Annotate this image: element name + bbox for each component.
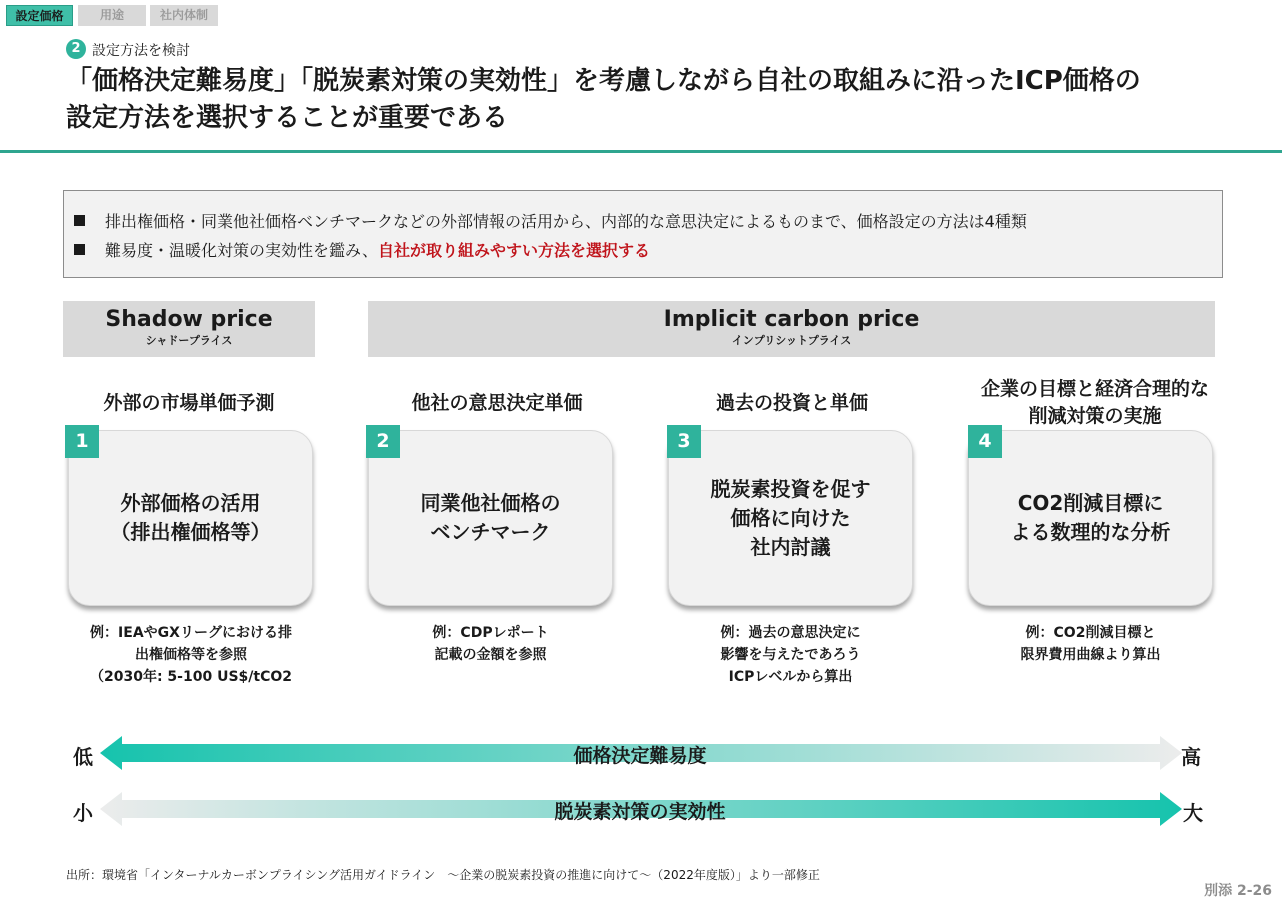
method-3-card — [668, 430, 913, 606]
summary-bullet-1-text: 排出権価格・同業他社価格ベンチマークなどの外部情報の活用から、内部的な意思決定によるものまで、価格設定の方法は4種類 — [105, 212, 1027, 231]
difficulty-low-label: 低 — [73, 745, 93, 769]
method-4-example-line: 例：CO2削減目標と — [1025, 625, 1156, 641]
method-3-number: 3 — [667, 425, 701, 458]
page-title-line-2: 設定方法を選択することが重要である — [66, 103, 509, 133]
step-number-badge: 2 — [66, 39, 86, 59]
method-1-card — [68, 430, 313, 606]
method-1-heading-line: 外部の市場単価予測 — [103, 392, 275, 414]
effectiveness-axis-label: 脱炭素対策の実効性 — [554, 801, 726, 823]
method-4-card-line: よる数理的な分析 — [1010, 520, 1171, 544]
method-4-card-line: CO2削減目標に — [1017, 491, 1164, 515]
summary-bullet-1 — [74, 211, 1027, 233]
method-4-heading-line: 企業の目標と経済合理的な — [980, 378, 1209, 400]
method-2-heading — [358, 390, 636, 417]
tab-usage[interactable]: 用途 — [78, 5, 146, 26]
category-shadow-price-title: Shadow price — [105, 307, 273, 332]
method-3-heading — [658, 390, 926, 417]
method-3-example-line: 影響を与えたであろう — [720, 647, 861, 663]
method-2-card-line: ベンチマーク — [430, 520, 551, 544]
method-1-number: 1 — [65, 425, 99, 458]
category-shadow-price — [63, 301, 315, 357]
method-4-example-line: 限界費用曲線より算出 — [1020, 647, 1161, 663]
method-1-heading — [58, 390, 320, 417]
method-2-example-line: 記載の金額を参照 — [434, 647, 547, 663]
method-2-card — [368, 430, 613, 606]
method-3-heading-line: 過去の投資と単価 — [715, 392, 868, 414]
category-shadow-price-kana: シャドープライス — [145, 334, 233, 347]
source-note: 出所：環境省「インターナルカーボンプライシング活用ガイドライン ～企業の脱炭素投資の推進に向けて～（2022年度版）」より一部修正 — [66, 868, 820, 882]
category-implicit-title: Implicit carbon price — [663, 307, 920, 332]
method-4-card — [968, 430, 1213, 606]
square-bullet-icon — [74, 244, 85, 255]
method-2-example — [368, 622, 613, 666]
page-number: 別添 2-26 — [1204, 883, 1272, 899]
effectiveness-high-label: 大 — [1183, 801, 1203, 825]
method-1-example — [53, 622, 329, 688]
category-implicit-kana: インプリシットプライス — [731, 334, 852, 347]
method-4-number: 4 — [968, 425, 1002, 458]
method-3-card-line: 社内討議 — [750, 534, 831, 559]
method-4-heading — [940, 376, 1250, 430]
section-subtitle: 設定方法を検討 — [92, 43, 190, 59]
method-3-example — [668, 622, 913, 688]
method-1-example-line: （2030年: 5-100 US$/tCO2 — [89, 669, 292, 685]
method-4-example — [968, 622, 1213, 666]
method-3-example-line: ICPレベルから算出 — [728, 669, 853, 685]
category-implicit-carbon-price — [368, 301, 1215, 357]
method-2-example-line: 例：CDPレポート — [432, 625, 549, 641]
square-bullet-icon — [74, 215, 85, 226]
summary-box — [63, 190, 1223, 278]
method-1-card-line: 外部価格の活用 — [120, 491, 261, 515]
difficulty-high-label: 高 — [1181, 745, 1201, 769]
summary-bullet-2-text: 難易度・温暖化対策の実効性を鑑み、 — [105, 241, 378, 260]
effectiveness-low-label: 小 — [73, 801, 93, 825]
method-3-card-line: 脱炭素投資を促す — [710, 476, 871, 501]
method-2-card-line: 同業他社価格の — [420, 491, 561, 515]
method-2-heading-line: 他社の意思決定単価 — [411, 392, 583, 414]
summary-bullet-2-highlight: 自社が取り組みやすい方法を選択する — [377, 241, 650, 260]
method-1-example-line: 出権価格等を参照 — [135, 647, 247, 663]
method-1-card-line: （排出権価格等） — [110, 520, 271, 544]
page-title-line-1: 「価格決定難易度」「脱炭素対策の実効性」を考慮しながら自社の取組みに沿ったICP価格の — [66, 66, 1141, 96]
difficulty-axis-label: 価格決定難易度 — [573, 745, 707, 767]
method-3-example-line: 例：過去の意思決定に — [720, 625, 861, 641]
summary-bullet-2 — [74, 240, 650, 262]
method-2-number: 2 — [366, 425, 400, 458]
title-divider — [0, 150, 1282, 153]
method-1-example-line: 例：IEAやGXリーグにおける排 — [90, 625, 292, 641]
page-title — [66, 63, 1266, 137]
tab-pricing[interactable]: 設定価格 — [6, 5, 73, 26]
method-3-card-line: 価格に向けた — [730, 505, 851, 530]
tab-organization[interactable]: 社内体制 — [150, 5, 218, 26]
method-4-heading-line: 削減対策の実施 — [1028, 405, 1162, 427]
